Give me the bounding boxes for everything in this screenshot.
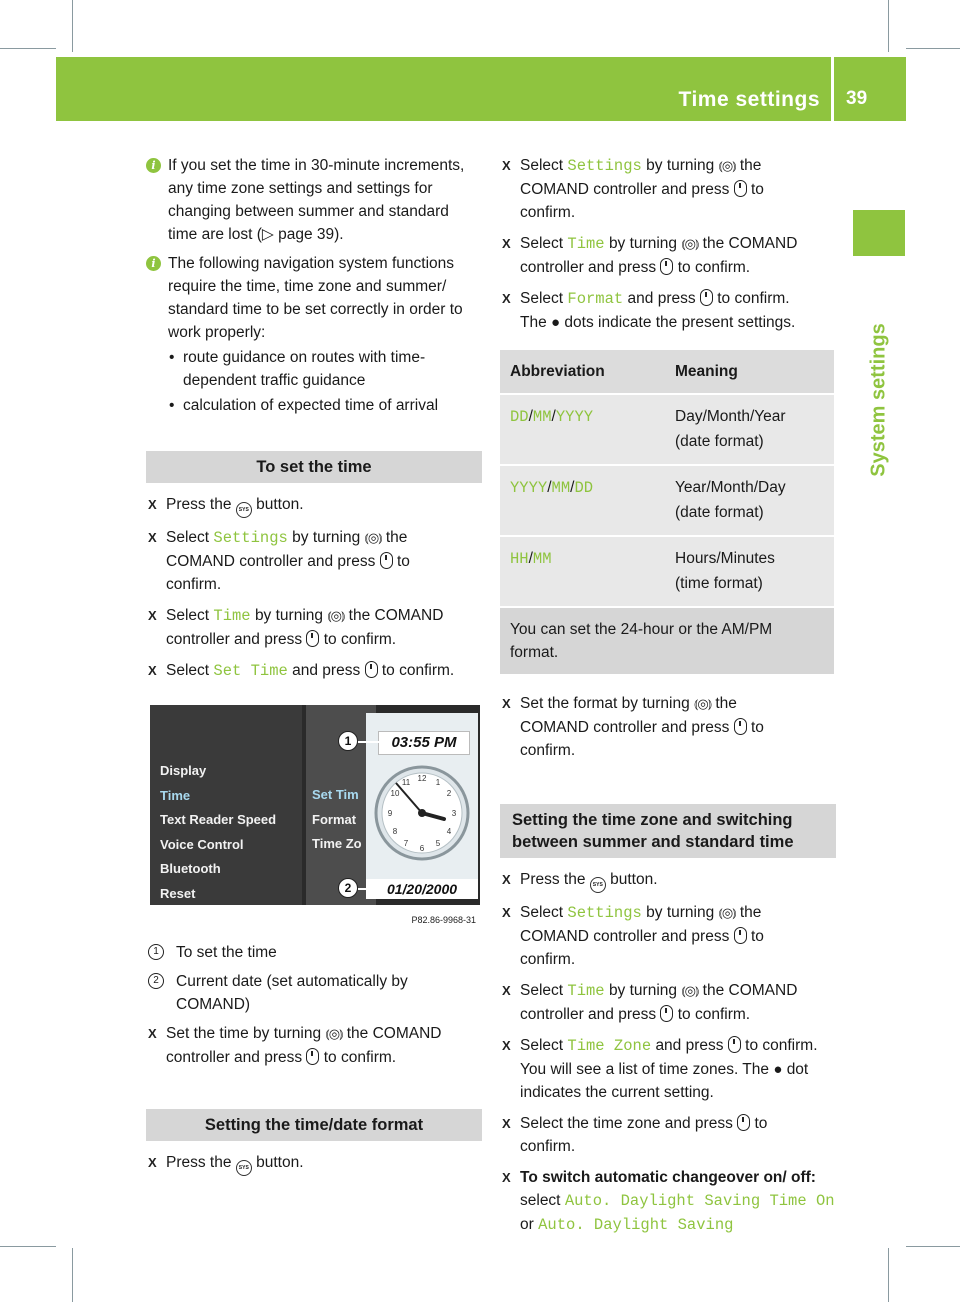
note-text: The following navigation system functions require the time, time zone and summer/ standard time to be set correctly in order to work properly: xyxy=(168,255,463,341)
arrow-icon: X xyxy=(502,291,511,306)
selection-dot-icon: ● xyxy=(551,314,561,331)
menu-term: Set Time xyxy=(213,662,288,680)
arrow-icon: X xyxy=(502,696,511,711)
legend-number: 2 xyxy=(148,973,164,989)
menu-item: Voice Control xyxy=(160,836,244,852)
menu-item: Display xyxy=(160,763,207,778)
instruction-step: X Press the SYS button. xyxy=(146,1151,482,1176)
controller-turn-icon: ⦅◎⦆ xyxy=(364,531,382,546)
instruction-step: X Press the SYS button. xyxy=(146,493,482,518)
arrow-icon: X xyxy=(148,608,157,623)
table-note-row: You can set the 24-hour or the AM/PM format. xyxy=(500,606,834,674)
arrow-icon: X xyxy=(502,983,511,998)
crop-mark xyxy=(72,0,73,52)
instruction-step: X Set the format by turning ⦅◎⦆ the COMAND controller and press to confirm. xyxy=(500,692,836,762)
callout-line xyxy=(358,888,376,890)
arrow-icon: X xyxy=(502,1038,511,1053)
crop-mark xyxy=(888,0,889,52)
section-heading: Setting the time zone and switching between summer and standard time xyxy=(500,804,836,858)
controller-turn-icon: ⦅◎⦆ xyxy=(327,609,345,624)
controller-press-icon xyxy=(737,1114,750,1131)
page-number: 39 xyxy=(846,88,868,109)
submenu-item: Format xyxy=(312,811,357,827)
controller-press-icon xyxy=(660,258,673,275)
svg-text:3: 3 xyxy=(451,809,457,818)
submenu-item: Set Tim xyxy=(312,787,359,802)
info-note xyxy=(146,252,482,417)
side-chapter-label: System settings xyxy=(867,323,890,477)
menu-term: Format xyxy=(567,290,624,308)
right-column xyxy=(500,154,836,1245)
arrow-icon: X xyxy=(148,1155,157,1170)
svg-text:10: 10 xyxy=(390,789,400,798)
page-title: Time settings xyxy=(678,88,820,111)
controller-press-icon xyxy=(306,1048,319,1065)
menu-panel xyxy=(150,705,302,905)
bullet-list xyxy=(168,346,482,417)
arrow-icon: X xyxy=(502,236,511,251)
menu-item: Text Reader Speed xyxy=(160,812,277,827)
svg-text:11: 11 xyxy=(401,778,411,787)
controller-turn-icon: ⦅◎⦆ xyxy=(325,1027,343,1042)
screen-figure xyxy=(150,705,480,923)
menu-term: Settings xyxy=(567,157,642,175)
arrow-icon: X xyxy=(148,1026,157,1041)
controller-turn-icon: ⦅◎⦆ xyxy=(694,697,712,712)
digital-time: 03:55 PM xyxy=(378,731,470,755)
controller-turn-icon: ⦅◎⦆ xyxy=(681,984,699,999)
controller-press-icon xyxy=(700,289,713,306)
menu-item-selected: Time xyxy=(160,787,191,803)
svg-text:4: 4 xyxy=(446,827,452,836)
note-text: If you set the time in 30-minute increments, any time zone settings and settings for changing between summer and standard time are lost (▷ page 39). xyxy=(168,157,465,243)
crop-mark xyxy=(906,48,960,49)
callout-2: 2 xyxy=(338,878,358,898)
controller-press-icon xyxy=(306,630,319,647)
crop-mark xyxy=(72,1248,73,1302)
arrow-icon: X xyxy=(502,158,511,173)
arrow-icon: X xyxy=(502,872,511,887)
table-header: Abbreviation xyxy=(500,350,665,393)
svg-text:6: 6 xyxy=(419,844,425,853)
menu-item: Bluetooth xyxy=(160,861,221,876)
controller-press-icon xyxy=(365,661,378,678)
instruction-step: X Select Time by turning ⦅◎⦆ the COMAND controller and press to confirm. xyxy=(500,979,836,1026)
instruction-step: X Set the time by turning ⦅◎⦆ the COMAND controller and press to confirm. xyxy=(146,1022,482,1069)
menu-term: Time xyxy=(213,607,251,625)
table-row: DD/MM/YYYY Day/Month/Year (date format) xyxy=(500,393,834,464)
menu-term: Time Zone xyxy=(567,1037,652,1055)
controller-turn-icon: ⦅◎⦆ xyxy=(718,906,736,921)
controller-press-icon xyxy=(728,1036,741,1053)
system-button-icon: SYS xyxy=(590,877,606,893)
arrow-icon: X xyxy=(148,497,157,512)
menu-term: Time xyxy=(567,235,605,253)
arrow-icon: X xyxy=(502,1170,511,1185)
instruction-step: X Select Time by turning ⦅◎⦆ the COMAND controller and press to confirm. xyxy=(146,604,482,651)
info-note xyxy=(146,154,482,246)
instruction-step: X Select the time zone and press to confirm. xyxy=(500,1112,836,1158)
side-tab xyxy=(853,210,905,256)
controller-turn-icon: ⦅◎⦆ xyxy=(681,237,699,252)
section-heading: Setting the time/date format xyxy=(146,1109,482,1141)
legend-number: 1 xyxy=(148,944,164,960)
controller-press-icon xyxy=(734,927,747,944)
controller-press-icon xyxy=(734,718,747,735)
svg-text:12: 12 xyxy=(417,774,427,783)
header-divider xyxy=(831,57,834,121)
menu-term: Time xyxy=(567,982,605,1000)
date-display: 01/20/2000 xyxy=(366,879,478,899)
crop-mark xyxy=(906,1246,960,1247)
svg-text:5: 5 xyxy=(435,839,441,848)
analog-clock-icon xyxy=(372,763,472,863)
controller-press-icon xyxy=(380,552,393,569)
left-column xyxy=(146,154,482,1184)
instruction-step: X Select Settings by turning ⦅◎⦆ the COMAND controller and press to confirm. xyxy=(500,154,836,224)
table-header: Meaning xyxy=(665,350,834,393)
svg-text:1: 1 xyxy=(435,778,441,787)
arrow-icon: X xyxy=(148,530,157,545)
svg-text:7: 7 xyxy=(403,839,409,848)
list-item: • calculation of expected time of arrival xyxy=(168,394,482,417)
table-row: YYYY/MM/DD Year/Month/Day (date format) xyxy=(500,464,834,535)
svg-text:9: 9 xyxy=(387,809,393,818)
instruction-step: X Select Time Zone and press to confirm. You will see a list of time zones. The ● dot indicates the current setting. xyxy=(500,1034,836,1104)
menu-term: Auto. Daylight Saving Time On xyxy=(564,1192,835,1210)
selection-dot-icon: ● xyxy=(773,1061,783,1078)
menu-item: Reset xyxy=(160,885,196,901)
instruction-step: X Select Set Time and press to confirm. xyxy=(146,659,482,683)
callout-line xyxy=(358,741,380,743)
instruction-step: X Select Format and press to confirm. The ● dots indicate the present settings. xyxy=(500,287,836,334)
callout-1: 1 xyxy=(338,731,358,751)
arrow-icon: X xyxy=(502,1116,511,1131)
controller-press-icon xyxy=(734,180,747,197)
menu-term: Settings xyxy=(213,529,288,547)
info-icon: i xyxy=(146,158,161,173)
arrow-icon: X xyxy=(148,663,157,678)
svg-text:8: 8 xyxy=(392,827,398,836)
figure-caption: P82.86-9968-31 xyxy=(411,915,476,925)
table-row: HH/MM Hours/Minutes (time format) xyxy=(500,535,834,606)
svg-text:2: 2 xyxy=(446,789,452,798)
crop-mark xyxy=(888,1248,889,1302)
system-button-icon: SYS xyxy=(236,502,252,518)
controller-turn-icon: ⦅◎⦆ xyxy=(718,159,736,174)
instruction-step: X Select Settings by turning ⦅◎⦆ the COMAND controller and press to confirm. xyxy=(500,901,836,971)
menu-term: Auto. Daylight Saving xyxy=(538,1216,734,1234)
section-heading: To set the time xyxy=(146,451,482,483)
info-icon: i xyxy=(146,256,161,271)
arrow-icon: X xyxy=(502,905,511,920)
legend-item: 2 Current date (set automatically by COMAND) xyxy=(146,970,482,1016)
controller-press-icon xyxy=(660,1005,673,1022)
legend-item: 1 To set the time xyxy=(146,941,482,964)
submenu-item: Time Zo xyxy=(312,836,362,851)
list-item: • route guidance on routes with time-dependent traffic guidance xyxy=(168,346,482,392)
crop-mark xyxy=(0,1246,56,1247)
system-button-icon: SYS xyxy=(236,1160,252,1176)
menu-term: Settings xyxy=(567,904,642,922)
crop-mark xyxy=(0,48,56,49)
instruction-step: X Press the SYS button. xyxy=(500,868,836,893)
instruction-step: X Select Time by turning ⦅◎⦆ the COMAND controller and press to confirm. xyxy=(500,232,836,279)
instruction-step: X To switch automatic changeover on/ off: select Auto. Daylight Saving Time On or Auto. Daylight Saving xyxy=(500,1166,836,1237)
format-table xyxy=(500,350,834,674)
instruction-step: X Select Settings by turning ⦅◎⦆ the COMAND controller and press to confirm. xyxy=(146,526,482,596)
